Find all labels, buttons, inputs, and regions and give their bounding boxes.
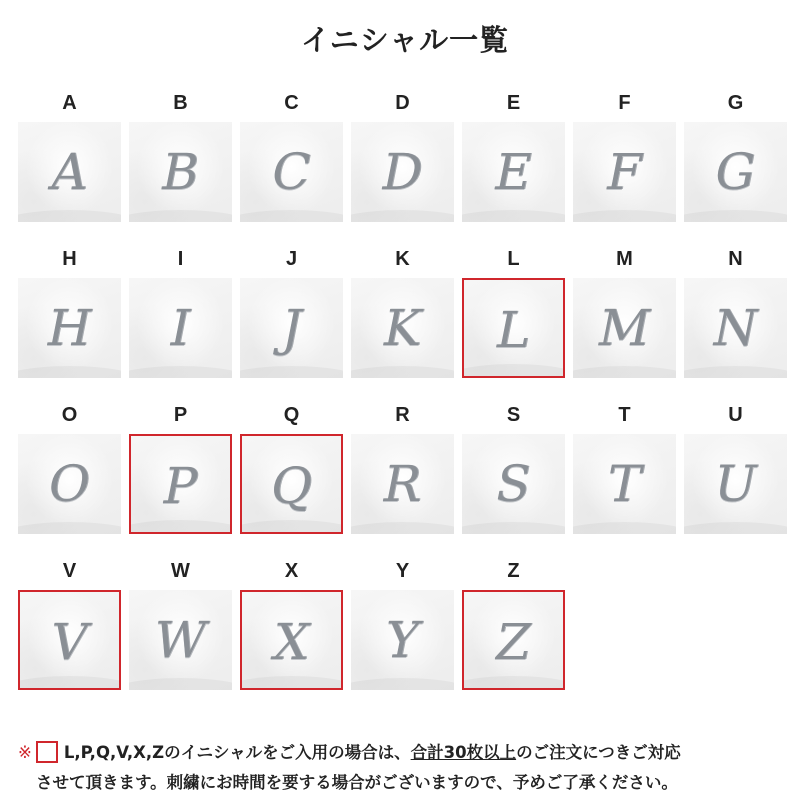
embroidered-initial: T [607,455,642,513]
embroidered-initial: M [598,299,651,357]
embroidered-initial: Z [496,613,531,671]
embroidered-initial: Q [271,457,312,515]
initial-label: O [61,404,78,426]
initial-label: Z [507,560,520,582]
embroidery-sample-image [573,278,676,378]
footnote-text-before: L,P,Q,V,X,Zのイニシャルをご入用の場合は、 [63,743,411,762]
initial-item-i [129,242,232,394]
initial-label: T [618,404,631,426]
initial-label: I [177,248,184,270]
initial-label: K [395,248,410,270]
embroidery-sample-image [240,122,343,222]
embroidery-sample-image [573,122,676,222]
embroidered-initial: J [281,299,302,357]
initial-item-l [462,242,565,394]
initial-label: R [395,404,410,426]
embroidery-sample-image [129,434,232,534]
initial-item-g [684,86,787,238]
initial-label: A [62,92,77,114]
initial-item-a [18,86,121,238]
embroidery-sample-image [18,434,121,534]
embroidered-initial: E [495,143,532,201]
initial-label: X [284,560,299,582]
initial-grid [18,86,787,706]
initial-item-u [684,398,787,550]
red-box-legend-icon [36,741,58,763]
embroidery-sample-image [573,434,676,534]
embroidery-sample-image [684,122,787,222]
initial-label: B [173,92,188,114]
initial-item-v [18,554,121,706]
embroidered-initial: O [49,455,90,513]
embroidery-sample-image [240,278,343,378]
initial-item-p [129,398,232,550]
embroidery-sample-image [129,590,232,690]
initial-item-s [462,398,565,550]
embroidered-initial: L [496,301,531,359]
embroidered-initial: P [163,457,198,515]
initial-item-c [240,86,343,238]
initial-label: Y [395,560,410,582]
embroidery-sample-image [462,590,565,690]
initial-label: Q [283,404,300,426]
embroidered-initial: F [607,143,642,201]
embroidered-initial: G [715,143,756,201]
embroidered-initial: A [51,143,88,201]
initial-item-e [462,86,565,238]
footnote-text-after: のご注文につきご対応 [516,743,681,762]
embroidered-initial: K [383,299,422,357]
embroidery-sample-image [18,590,121,690]
embroidered-initial: H [47,299,92,357]
initial-label: W [171,560,190,582]
footnote-line-2: させて頂きます。刺繍にお時間を要する場合がございますので、予めご了承ください。 [36,773,678,792]
initial-label: N [728,248,743,270]
initial-label: D [395,92,410,114]
embroidered-initial: Y [385,611,419,669]
initial-item-y [351,554,454,706]
embroidery-sample-image [240,590,343,690]
embroidered-initial: S [496,455,531,513]
initial-item-w [129,554,232,706]
embroidered-initial: U [714,455,757,513]
embroidered-initial: C [272,143,311,201]
embroidered-initial: D [382,143,423,201]
initial-label: C [284,92,299,114]
initial-item-k [351,242,454,394]
embroidery-sample-image [462,434,565,534]
embroidery-sample-image [18,278,121,378]
embroidered-initial: N [713,299,758,357]
page-title: イニシャル一覧 [300,23,510,57]
embroidered-initial: W [154,611,207,669]
initial-label: U [728,404,743,426]
embroidered-initial: R [383,455,422,513]
embroidery-sample-image [684,278,787,378]
initial-label: G [727,92,744,114]
embroidered-initial: I [170,299,191,357]
embroidery-sample-image [129,278,232,378]
footnote-underlined-text: 合計30枚以上 [410,743,517,762]
embroidery-sample-image [18,122,121,222]
initial-label: J [285,248,298,270]
initial-item-d [351,86,454,238]
initial-item-f [573,86,676,238]
initial-label: M [616,248,633,270]
embroidered-initial: V [51,613,88,671]
footnote-line-1 [18,738,792,768]
initial-item-h [18,242,121,394]
embroidery-sample-image [462,278,565,378]
initial-item-x [240,554,343,706]
embroidery-sample-image [462,122,565,222]
initial-item-m [573,242,676,394]
embroidered-initial: B [162,143,199,201]
initial-label: S [506,404,521,426]
initial-item-b [129,86,232,238]
embroidery-sample-image [351,590,454,690]
footnote [18,738,792,798]
initial-item-t [573,398,676,550]
initial-label: H [62,248,77,270]
initial-item-z [462,554,565,706]
initial-label: F [618,92,631,114]
embroidery-sample-image [351,434,454,534]
embroidered-initial: X [273,613,310,671]
initial-label: L [507,248,520,270]
note-mark: ※ [18,743,32,762]
embroidery-sample-image [684,434,787,534]
embroidery-sample-image [351,278,454,378]
initial-label: V [62,560,77,582]
initial-label: P [173,404,188,426]
initial-label: E [506,92,521,114]
initial-item-q [240,398,343,550]
initial-item-o [18,398,121,550]
embroidery-sample-image [129,122,232,222]
embroidery-sample-image [351,122,454,222]
initial-item-j [240,242,343,394]
initial-item-r [351,398,454,550]
embroidery-sample-image [240,434,343,534]
initial-item-n [684,242,787,394]
